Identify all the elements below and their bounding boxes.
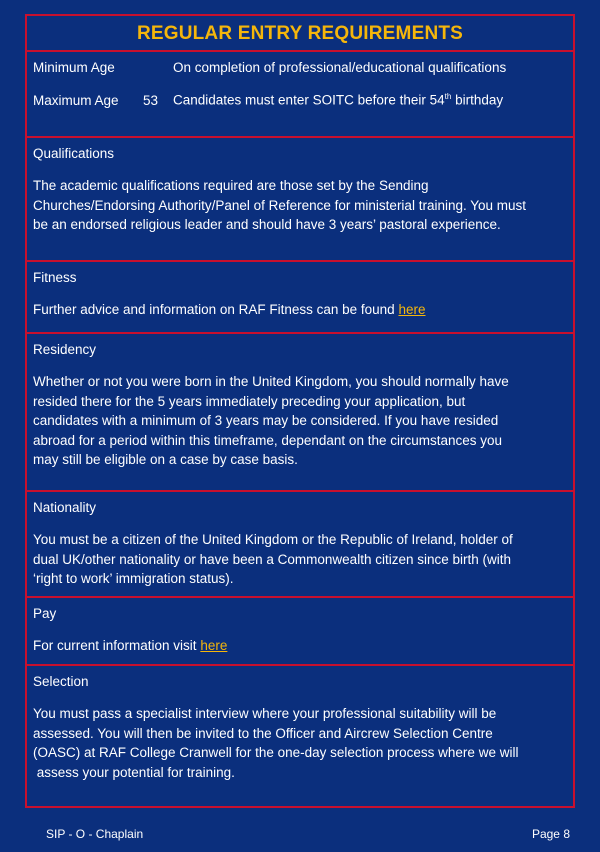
footer-document-id: SIP - O - Chaplain: [46, 827, 144, 841]
minimum-age-row: [33, 60, 506, 75]
nationality-line: dual UK/other nationality or have been a Commonwealth citizen since birth (with: [33, 551, 511, 567]
maximum-age-text-end: birthday: [455, 92, 504, 108]
selection-line: assessed. You will then be invited to the Officer and Aircrew Selection Centre: [33, 725, 493, 741]
nationality-line: You must be a citizen of the United Kingdom or the Republic of Ireland, holder of: [33, 532, 513, 547]
qualifications-text: [33, 176, 569, 235]
selection-section: [27, 668, 573, 806]
maximum-age-superscript: th: [444, 92, 452, 101]
fitness-text: [33, 300, 569, 320]
residency-line: may still be eligible on a case by case basis.: [33, 452, 298, 467]
maximum-age-row: [33, 92, 503, 108]
footer-page-number: Page 8: [531, 827, 570, 841]
pay-section: [27, 600, 573, 666]
pay-description: For current information visit: [33, 638, 197, 653]
qualifications-label: Qualifications: [33, 146, 115, 161]
nationality-section: [27, 494, 573, 598]
qualifications-section: [27, 140, 573, 262]
selection-line: assess your potential for training.: [33, 764, 235, 780]
pay-text: [33, 636, 569, 656]
fitness-link[interactable]: here: [398, 302, 426, 317]
residency-line: Whether or not you were born in the United Kingdom, you should normally have: [33, 374, 509, 389]
fitness-label: Fitness: [33, 270, 77, 285]
residency-label: Residency: [33, 342, 97, 357]
qualifications-line: Churches/Endorsing Authority/Panel of Reference for ministerial training. You must: [33, 197, 527, 213]
age-section: [27, 52, 573, 138]
maximum-age-text: Candidates must enter SOITC before their 54: [173, 92, 445, 108]
residency-line: candidates with a minimum of 3 years may be considered. If you have resided: [33, 413, 499, 428]
minimum-age-label: Minimum Age: [33, 60, 115, 75]
page-title: REGULAR ENTRY REQUIREMENTS: [27, 16, 573, 52]
minimum-age-value: On completion of professional/educational qualifications: [173, 60, 507, 75]
pay-link[interactable]: here: [200, 638, 228, 653]
residency-line: resided there for the 5 years immediately preceding your application, but: [33, 393, 466, 409]
maximum-age-number: 53: [143, 92, 159, 108]
pay-label: Pay: [33, 606, 57, 621]
qualifications-line: be an endorsed religious leader and should have 3 years’ pastoral experience.: [33, 217, 501, 232]
requirements-table: [25, 14, 575, 808]
nationality-text: [33, 530, 569, 589]
fitness-section: [27, 264, 573, 334]
selection-line: (OASC) at RAF College Cranwell for the one-day selection process where we will: [33, 745, 519, 760]
fitness-description: Further advice and information on RAF Fitness can be found: [33, 302, 395, 317]
maximum-age-label: Maximum Age: [33, 92, 119, 108]
nationality-label: Nationality: [33, 500, 97, 515]
qualifications-line: The academic qualifications required are those set by the Sending: [33, 178, 429, 193]
residency-text: [33, 372, 569, 470]
selection-label: Selection: [33, 674, 89, 689]
residency-section: [27, 336, 573, 492]
selection-line: You must pass a specialist interview where your professional suitability will be: [33, 706, 497, 721]
selection-text: [33, 704, 569, 782]
residency-line: abroad for a period within this timeframe, dependant on the circumstances you: [33, 432, 503, 448]
nationality-line: ‘right to work’ immigration status).: [33, 571, 234, 586]
